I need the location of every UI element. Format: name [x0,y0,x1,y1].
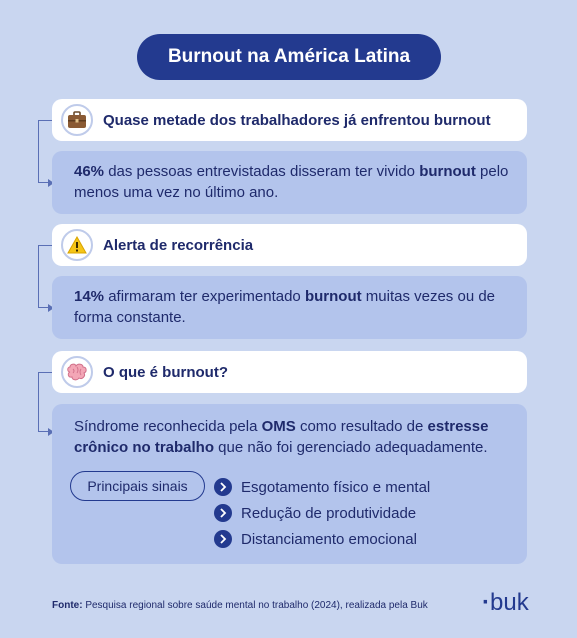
footer-label: Fonte: [52,600,83,611]
body-span: Síndrome reconhecida pela [74,418,262,435]
section-body-card [52,151,527,214]
keyword-highlight: burnout [304,288,362,305]
stat-highlight: 14% [74,288,105,305]
section-body-text [74,286,513,328]
body-span: pelo menos uma vez no último ano. [74,163,509,201]
briefcase-icon [61,104,93,136]
sign-item [214,477,430,497]
body-span: das pessoas entrevistadas disseram ter vivido [104,163,420,180]
keyword-highlight: estresse crônico no trabalho [74,418,489,456]
signs-label-pill: Principais sinais [70,471,205,501]
warning-icon [61,229,93,261]
section-header-card [52,224,527,266]
sign-item [214,529,417,549]
section-header-text: O que é burnout? [103,363,228,381]
section-header-card [52,99,527,141]
section-body-text [74,161,513,203]
body-span: como resultado de [295,418,428,435]
body-span: que não foi gerenciado adequadamente. [214,439,488,456]
body-span: afirmaram ter experimentado [104,288,305,305]
section-body-card [52,276,527,339]
chevron-right-icon [214,504,232,522]
logo-dot: · [482,589,490,616]
section-body-text [74,416,513,458]
keyword-highlight: burnout [419,163,476,180]
sign-item-label: Redução de produtividade [241,504,417,522]
logo-text: buk [490,589,529,616]
sign-item-label: Esgotamento físico e mental [241,478,431,496]
section-header-text: Quase metade dos trabalhadores já enfrentou burnout [103,111,491,129]
section-header-text: Alerta de recorrência [103,236,254,254]
brain-icon [61,356,93,388]
body-span: muitas vezes ou de forma constante. [74,288,496,326]
page-title: Burnout na América Latina [137,34,441,80]
keyword-highlight: OMS [261,418,296,435]
source-footer [52,600,428,611]
footer-text: Pesquisa regional sobre saúde mental no trabalho (2024), realizada pela Buk [82,600,428,611]
chevron-right-icon [214,478,232,496]
sign-item [214,503,416,523]
chevron-right-icon [214,530,232,548]
sign-item-label: Distanciamento emocional [241,530,417,548]
buk-logo [482,589,529,617]
section-body-card [52,404,527,564]
section-header-card [52,351,527,393]
stat-highlight: 46% [74,163,105,180]
